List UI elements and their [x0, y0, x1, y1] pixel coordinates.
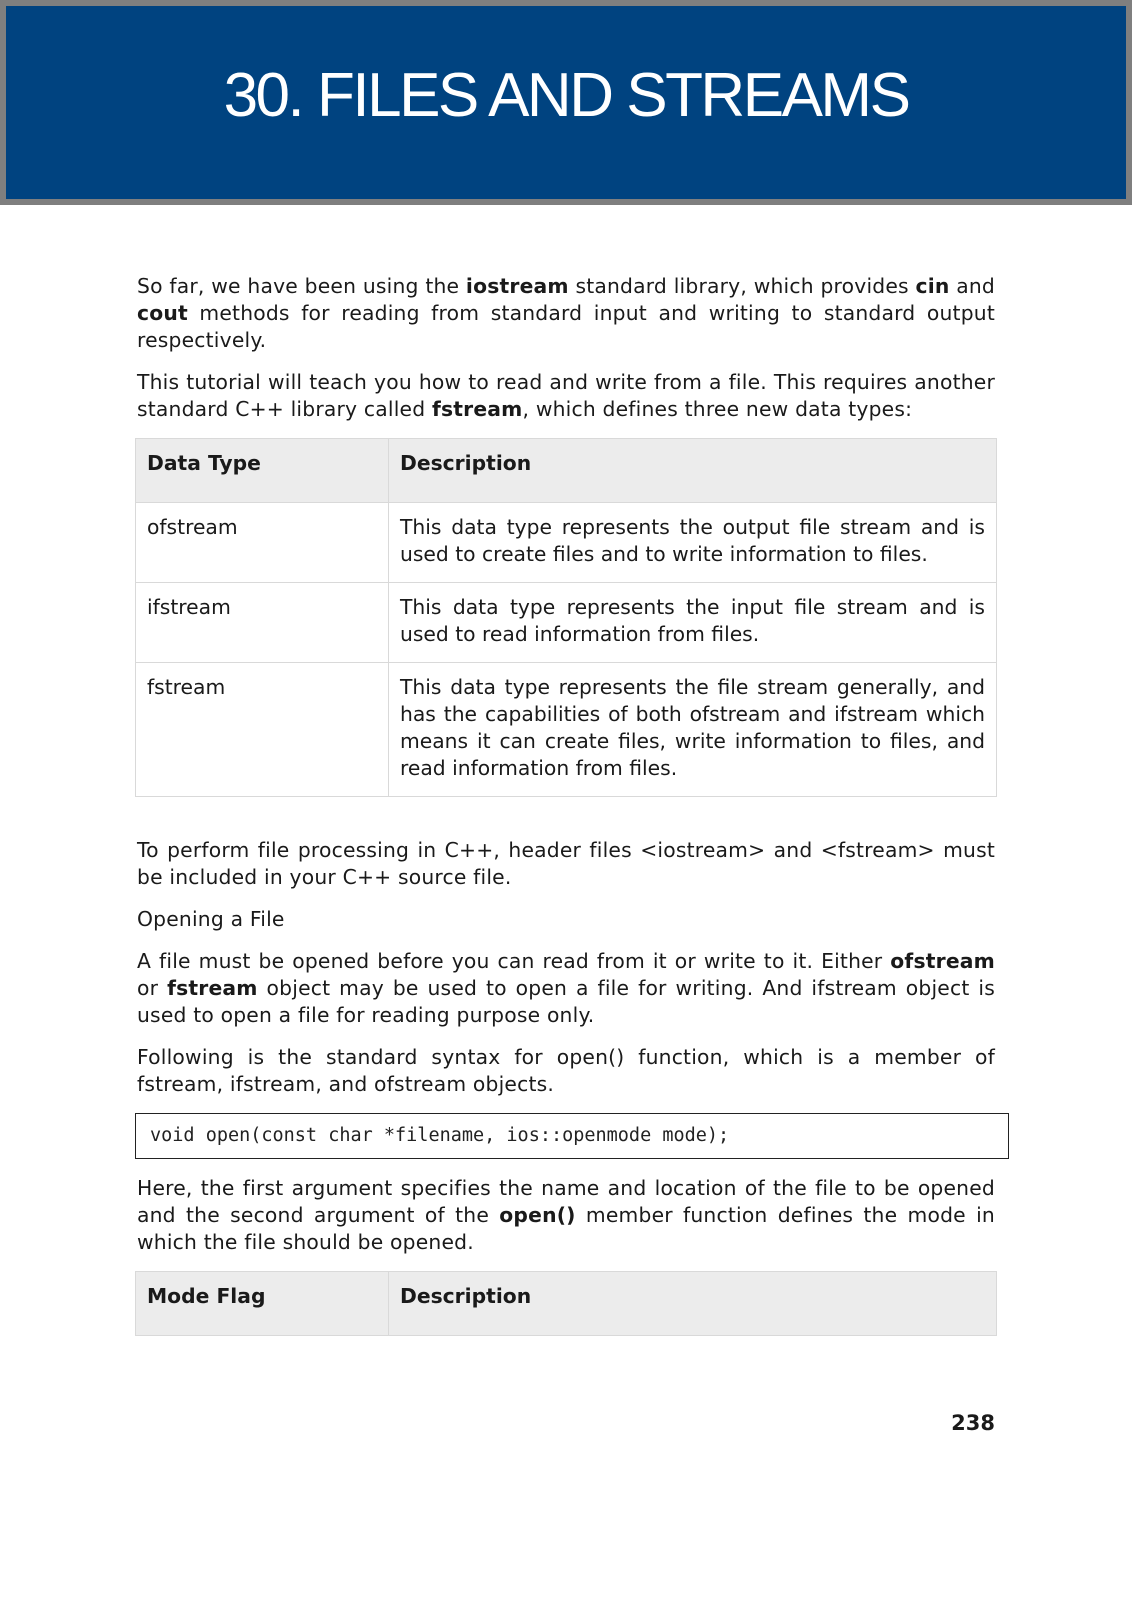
- chapter-title: 30. FILES AND STREAMS: [223, 61, 909, 130]
- table-row: [136, 503, 997, 583]
- column-header: Mode Flag: [136, 1272, 389, 1336]
- mode-flag-table: [135, 1271, 997, 1336]
- intro-paragraph-2: This tutorial will teach you how to read and write from a file. This requires another standard C++ library called fstream, which defines three new data types:: [137, 370, 995, 421]
- keyword-fstream: fstream: [431, 397, 523, 421]
- column-header: Data Type: [136, 439, 389, 503]
- arguments-paragraph: Here, the first argument specifies the name and location of the file to be opened and the second argument of the open() member function defines the mode in which the file should be opened.: [137, 1176, 995, 1254]
- keyword-fstream: fstream: [167, 976, 258, 1000]
- column-header: Description: [389, 439, 997, 503]
- syntax-paragraph: Following is the standard syntax for open() function, which is a member of fstream, ifstream, and ofstream objects.: [137, 1045, 995, 1096]
- data-type-cell: ifstream: [136, 583, 389, 663]
- keyword-cin: cin: [915, 274, 950, 298]
- chapter-banner: [0, 0, 1132, 205]
- keyword-cout: cout: [137, 301, 188, 325]
- opening-paragraph: A file must be opened before you can read from it or write to it. Either ofstream or fstream object may be used to open a file for writing. And ifstream object is used to open a file for reading purpose only.: [137, 949, 995, 1027]
- description-cell: This data type represents the file stream generally, and has the capabilities of both ofstream and ifstream which means it can create files, write information to files, and read information from files.: [389, 663, 997, 797]
- page-number: 238: [951, 1411, 995, 1435]
- keyword-ofstream: ofstream: [890, 949, 995, 973]
- intro-paragraph-1: So far, we have been using the iostream standard library, which provides cin and cout methods for reading from standard input and writing to standard output respectively.: [137, 274, 995, 352]
- table-header-row: [136, 439, 997, 503]
- section-heading-opening-a-file: Opening a File: [137, 907, 285, 931]
- header-files-paragraph: To perform file processing in C++, header files <iostream> and <fstream> must be included in your C++ source file.: [137, 838, 995, 889]
- column-header: Description: [389, 1272, 997, 1336]
- page-content: [137, 273, 995, 1336]
- keyword-iostream: iostream: [465, 274, 569, 298]
- code-block: void open(const char *filename, ios::openmode mode);: [135, 1113, 1009, 1159]
- data-types-table: [135, 438, 997, 797]
- table-row: [136, 583, 997, 663]
- data-type-cell: ofstream: [136, 503, 389, 583]
- description-cell: This data type represents the input file stream and is used to read information from files.: [389, 583, 997, 663]
- table-row: [136, 663, 997, 797]
- table-header-row: [136, 1272, 997, 1336]
- data-type-cell: fstream: [136, 663, 389, 797]
- description-cell: This data type represents the output file stream and is used to create files and to write information to files.: [389, 503, 997, 583]
- keyword-open: open(): [499, 1203, 576, 1227]
